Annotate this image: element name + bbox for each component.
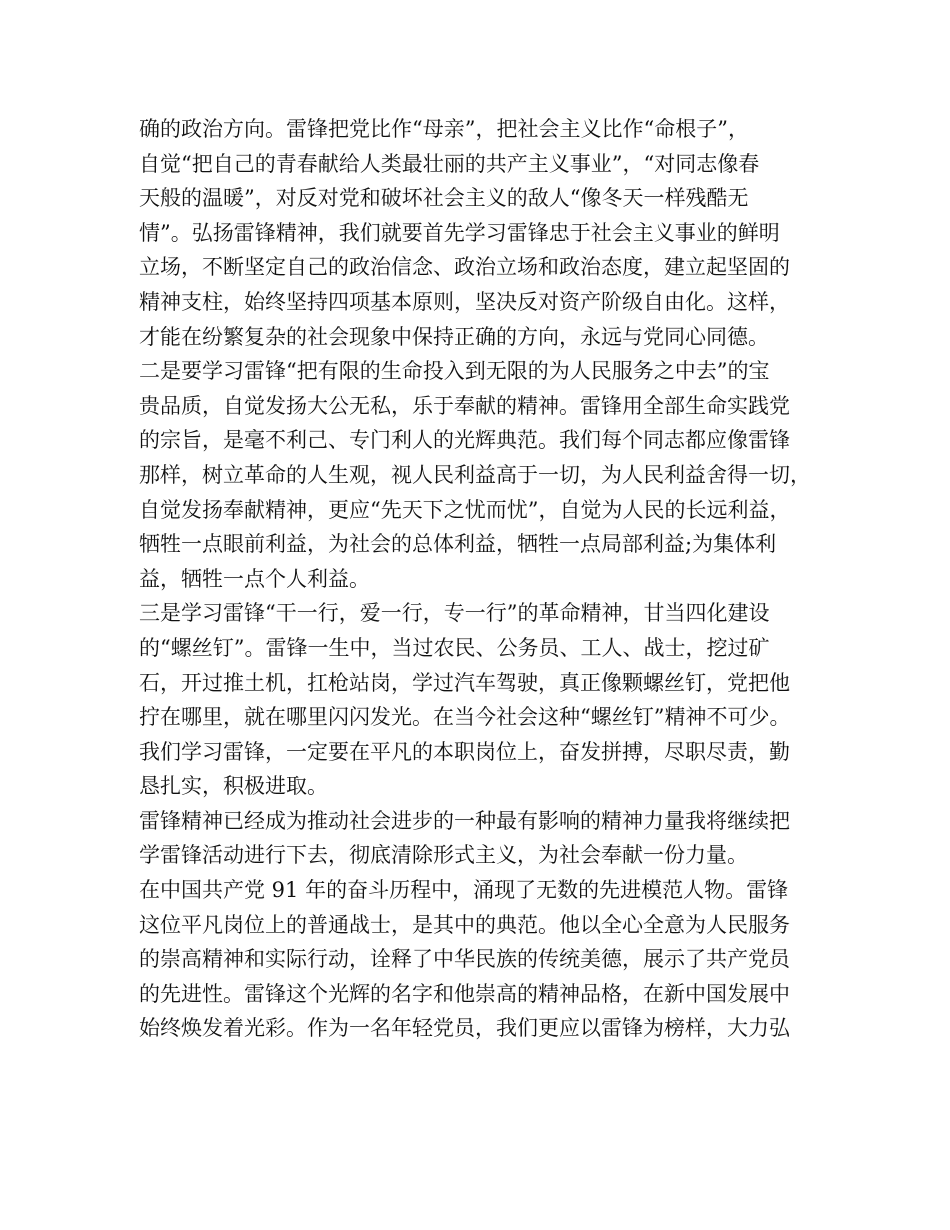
text-line: 的“螺丝钉”。雷锋一生中，当过农民、公务员、工人、战士，挖过矿 bbox=[139, 635, 770, 660]
text-line: 那样，树立革命的人生观，视人民利益高于一切，为人民利益舍得一切， bbox=[139, 462, 811, 487]
text-line: 牺牲一点眼前利益，为社会的总体利益，牺牲一点局部利益;为集体利 bbox=[139, 532, 777, 557]
text-line: 学雷锋活动进行下去，彻底清除形式主义，为社会奉献一份力量。 bbox=[139, 843, 748, 868]
text-line: 石，开过推土机，扛枪站岗，学过汽车驾驶，真正像颗螺丝钉，党把他 bbox=[139, 670, 790, 695]
text-line: 恳扎实，积极进取。 bbox=[139, 774, 328, 799]
text-line: 确的政治方向。雷锋把党比作“母亲”，把社会主义比作“命根子”， bbox=[139, 117, 749, 141]
text-line: 我们学习雷锋，一定要在平凡的本职岗位上，奋发拼搏，尽职尽责，勤 bbox=[139, 739, 790, 764]
body-text bbox=[139, 112, 829, 1046]
text-line: 拧在哪里，就在哪里闪闪发光。在当今社会这种“螺丝钉”精神不可少。 bbox=[139, 705, 791, 730]
text-line: 自觉发扬奉献精神，更应“先天下之忧而忧”，自觉为人民的长远利益， bbox=[139, 497, 791, 522]
text-line: 始终焕发着光彩。作为一名年轻党员，我们更应以雷锋为榜样，大力弘 bbox=[139, 1016, 790, 1041]
text-line: 的崇高精神和实际行动，诠释了中华民族的传统美德，展示了共产党员 bbox=[139, 947, 790, 972]
text-line: 在中国共产党 91 年的奋斗历程中，涌现了无数的先进模范人物。雷锋 bbox=[139, 878, 789, 903]
text-line: 贵品质，自觉发扬大公无私，乐于奉献的精神。雷锋用全部生命实践党 bbox=[139, 393, 790, 418]
text-line: 的宗旨，是毫不利己、专门利人的光辉典范。我们每个同志都应像雷锋 bbox=[139, 428, 790, 453]
text-line: 精神支柱，始终坚持四项基本原则，坚决反对资产阶级自由化。这样， bbox=[139, 289, 790, 314]
text-line: 才能在纷繁复杂的社会现象中保持正确的方向，永远与党同心同德。 bbox=[139, 324, 769, 349]
text-line: 雷锋精神已经成为推动社会进步的一种最有影响的精神力量我将继续把 bbox=[139, 808, 790, 833]
text-line: 天般的温暖”，对反对党和破坏社会主义的敌人“像冬天一样残酷无 bbox=[139, 186, 749, 211]
text-line: 情”。弘扬雷锋精神，我们就要首先学习雷锋忠于社会主义事业的鲜明 bbox=[139, 220, 780, 245]
text-line: 立场，不断坚定自己的政治信念、政治立场和政治态度，建立起坚固的 bbox=[139, 255, 790, 280]
text-line: 这位平凡岗位上的普通战士，是其中的典范。他以全心全意为人民服务 bbox=[139, 912, 790, 937]
text-line: 三是学习雷锋“干一行，爱一行，专一行”的革命精神，甘当四化建设 bbox=[139, 601, 770, 626]
text-line: 的先进性。雷锋这个光辉的名字和他崇高的精神品格，在新中国发展中 bbox=[139, 981, 790, 1006]
text-line: 自觉“把自己的青春献给人类最壮丽的共产主义事业”，“对同志像春 bbox=[139, 151, 760, 176]
text-line: 益，牺牲一点个人利益。 bbox=[139, 566, 370, 591]
text-line: 二是要学习雷锋“把有限的生命投入到无限的为人民服务之中去”的宝 bbox=[139, 359, 770, 384]
